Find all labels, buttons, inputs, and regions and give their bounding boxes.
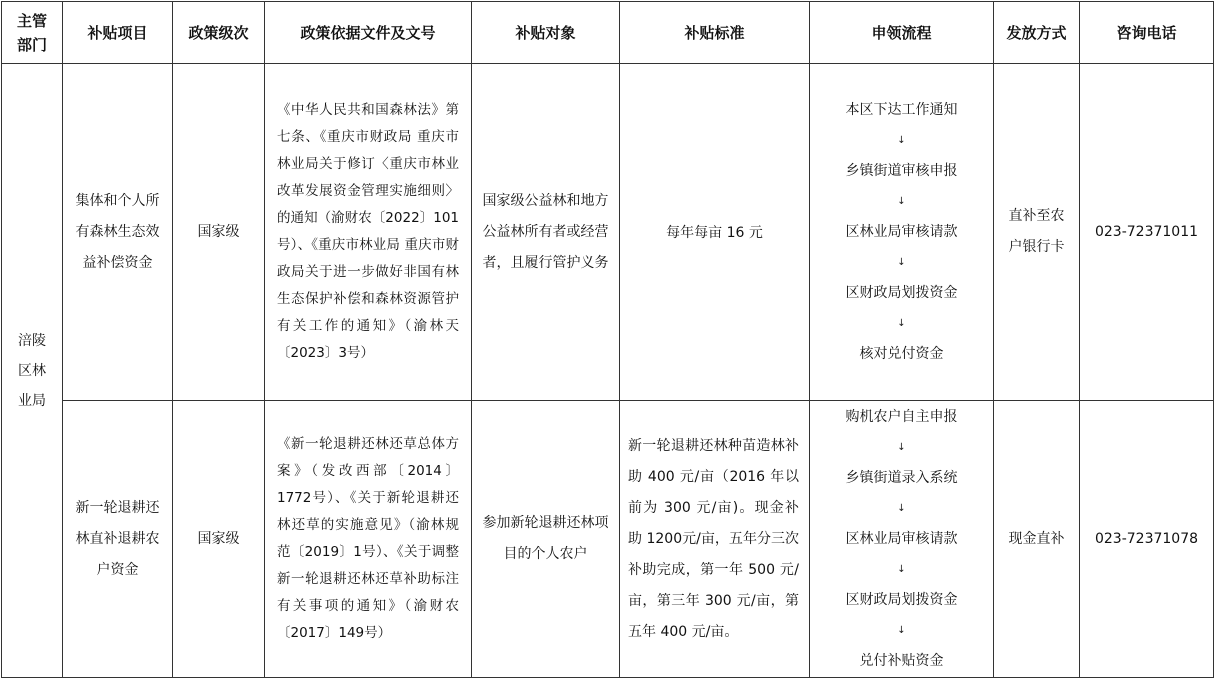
table-row <box>2 401 1214 678</box>
policy-level-cell: 国家级 <box>173 64 265 401</box>
payment-method-cell: 现金直补 <box>994 401 1080 678</box>
process-step: 区林业局审核请款 <box>845 224 958 240</box>
header-policy: 政策依据文件及文号 <box>265 2 472 64</box>
arrow-down-icon: ↓ <box>897 442 906 453</box>
header-process: 申领流程 <box>810 2 994 64</box>
arrow-down-icon: ↓ <box>897 564 906 575</box>
process-step: 核对兑付资金 <box>859 346 944 362</box>
contact-phone-cell: 023-72371011 <box>1080 64 1214 401</box>
process-step: 购机农户自主申报 <box>845 409 958 425</box>
process-step: 区林业局审核请款 <box>845 531 958 547</box>
table-row <box>2 64 1214 401</box>
header-item: 补贴项目 <box>63 2 173 64</box>
arrow-down-icon: ↓ <box>897 257 906 268</box>
arrow-down-icon: ↓ <box>897 625 906 636</box>
arrow-down-icon: ↓ <box>897 503 906 514</box>
contact-phone-cell: 023-72371078 <box>1080 401 1214 678</box>
subsidy-target-cell: 国家级公益林和地方公益林所有者或经营者，且履行管护义务 <box>472 64 620 401</box>
process-step: 区财政局划拨资金 <box>845 285 958 301</box>
header-dept: 主管部门 <box>2 2 63 64</box>
process-step: 乡镇街道审核申报 <box>845 163 958 179</box>
payment-method-cell: 直补至农户银行卡 <box>994 64 1080 401</box>
policy-level-cell: 国家级 <box>173 401 265 678</box>
process-step: 乡镇街道录入系统 <box>845 470 958 486</box>
subsidy-item-cell: 集体和个人所有森林生态效益补偿资金 <box>63 64 173 401</box>
header-standard: 补贴标准 <box>620 2 810 64</box>
arrow-down-icon: ↓ <box>897 318 906 329</box>
header-level: 政策级次 <box>173 2 265 64</box>
header-row <box>2 2 1214 64</box>
arrow-down-icon: ↓ <box>897 135 906 146</box>
subsidy-standard-cell: 新一轮退耕还林种苗造林补助 400 元/亩（2016 年以前为 300 元/亩)。现金补助 1200元/亩，五年分三次补助完成，第一年 500 元/亩，第三年 300 元/亩，第五年 400 元/亩。 <box>620 401 810 678</box>
subsidy-item-cell: 新一轮退耕还林直补退耕农户资金 <box>63 401 173 678</box>
policy-basis-cell: 《新一轮退耕还林还草总体方案》（发改西部〔2014〕1772号）、《关于新轮退耕还林还草的实施意见》（渝林规范〔2019〕1号）、《关于调整新一轮退耕还林还草补助标注有关事项的通知》（渝财农〔2017〕149号） <box>265 401 472 678</box>
subsidy-table <box>1 1 1214 678</box>
department-text: 涪陵区林业局 <box>18 332 46 409</box>
subsidy-target-cell: 参加新轮退耕还林项目的个人农户 <box>472 401 620 678</box>
process-step: 本区下达工作通知 <box>845 102 958 118</box>
header-target: 补贴对象 <box>472 2 620 64</box>
arrow-down-icon: ↓ <box>897 196 906 207</box>
process-flow-cell <box>810 401 994 678</box>
process-step: 区财政局划拨资金 <box>845 592 958 608</box>
subsidy-standard-cell: 每年每亩 16 元 <box>620 64 810 401</box>
process-step: 兑付补贴资金 <box>859 653 944 669</box>
department-cell <box>2 64 63 678</box>
policy-basis-cell: 《中华人民共和国森林法》第七条、《重庆市财政局 重庆市林业局关于修订〈重庆市林业改革发展资金管理实施细则〉的通知（渝财农〔2022〕101号）、《重庆市林业局 重庆市财政局关于进一步做好非国有林生态保护补偿和森林资源管护有关工作的通知》（渝林天〔2023〕3号） <box>265 64 472 401</box>
header-phone: 咨询电话 <box>1080 2 1214 64</box>
process-flow-cell <box>810 64 994 401</box>
header-method: 发放方式 <box>994 2 1080 64</box>
